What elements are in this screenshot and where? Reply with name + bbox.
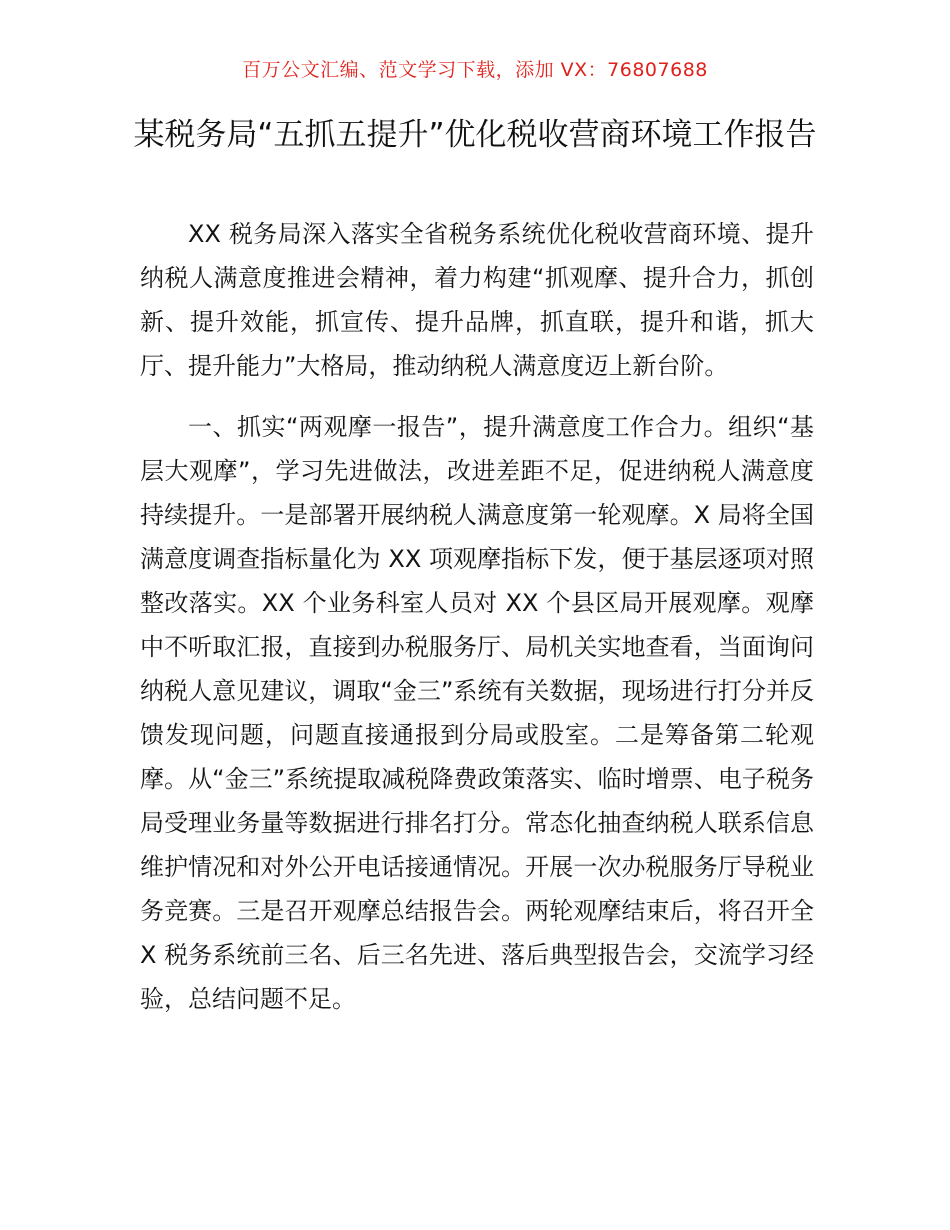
paragraph-section-one: 一、抓实“两观摩一报告”，提升满意度工作合力。组织“基层大观摩”，学习先进做法，改进差距不足，促进纳税人满意度持续提升。一是部署开展纳税人满意度第一轮观摩。X 局将全国满意度调查指标量化为 XX 项观摩指标下发，便于基层逐项对照整改落实。XX 个业务科室人员对 XX 个县区局开展观摩。观摩中不听取汇报，直接到办税服务厅、局机关实地查看，当面询问纳税人意见建议，调取“金三”系统有关数据，现场进行打分并反馈发现问题，问题直接通报到分局或股室。二是筹备第二轮观摩。从“金三”系统提取减税降费政策落实、临时增票、电子税务局受理业务量等数据进行排名打分。常态化抽查纳税人联系信息维护情况和对外公开电话接通情况。开展一次办税服务厅导税业务竞赛。三是召开观摩总结报告会。两轮观摩结束后，将召开全 X 税务系统前三名、后三名先进、落后典型报告会，交流学习经验，总结问题不足。	[140, 413, 814, 1013]
document-body	[140, 212, 814, 1038]
header-note: 百万公文汇编、范文学习下载，添加 VX：76807688	[242, 59, 708, 81]
paragraph-intro: XX 税务局深入落实全省税务系统优化税收营商环境、提升纳税人满意度推进会精神，着力构建“抓观摩、提升合力，抓创新、提升效能，抓宣传、提升品牌，抓直联，提升和谐，抓大厅、提升能力”大格局，推动纳税人满意度迈上新台阶。	[140, 220, 814, 380]
document-title: 某税务局“五抓五提升”优化税收营商环境工作报告	[133, 117, 817, 153]
